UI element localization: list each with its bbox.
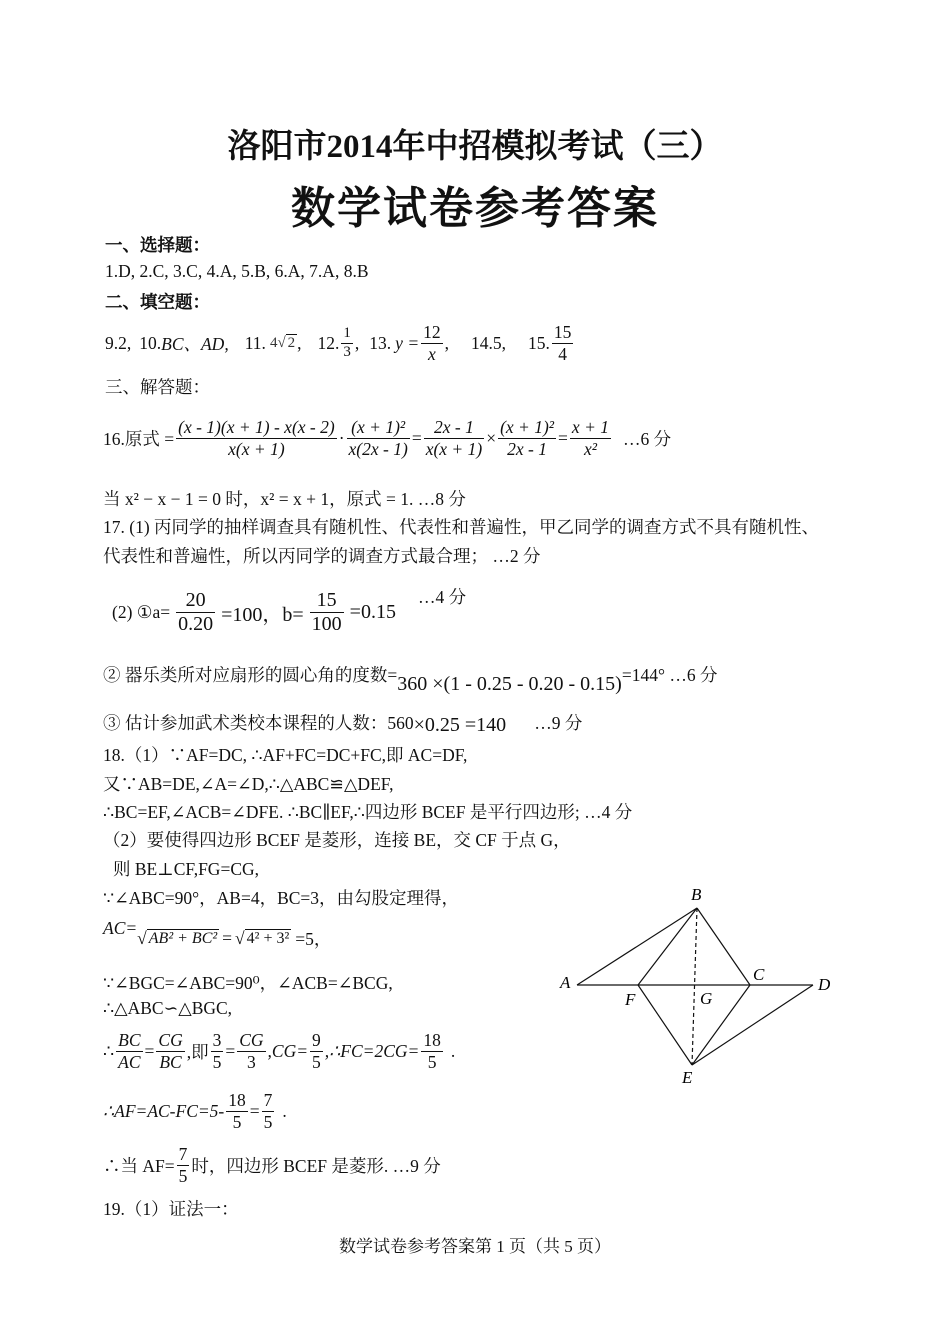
q17-line1: 17. (1) 丙同学的抽样调查具有随机性、代表性和普遍性，甲乙同学的调查方式不具有随机性、: [103, 517, 820, 537]
label-b: B: [691, 885, 702, 904]
q18-conclusion-frac: $\frac{7}{5}$: [178, 1144, 188, 1186]
segment-ab: [577, 908, 697, 985]
exam-title: 洛阳市2014年中招模拟考试（三）: [227, 129, 723, 165]
segment-bc: [697, 908, 750, 985]
q18-line5: 则 BE⊥CF,FG=CG,: [113, 859, 259, 879]
answer-11-radicand: 2: [287, 335, 296, 351]
answer-15-label: 15.: [528, 332, 550, 353]
q18-af-frac2: $\frac{7}{5}$: [263, 1090, 273, 1132]
q17-angle: ② 器乐类所对应扇形的圆心角的度数= 360 ×(1 - 0.25 - 0.20 - 0.15) =144° …6 分: [103, 657, 717, 691]
q17-a-result: =100，b=: [221, 603, 304, 626]
q18-ratio3: $\frac{3}{5}$: [212, 1030, 222, 1072]
label-c: C: [753, 965, 765, 984]
section-choice-heading: 一、选择题：: [105, 235, 210, 255]
answer-12-label: 12.: [317, 332, 340, 353]
q16-expression: 16.原式 = $\frac{(x - 1)(x + 1) - x(x - 2)}{x(x + 1)}$ · $\frac{\text{(x + 1)²}}{x(2x - 1)}$ = $\frac{2x - 1}{x(x + 1)}$ × $\frac{\text{(x + 1)²}}{2x - 1}$ = $\frac{x + 1}{\text{x²}}$ …6 分: [103, 417, 672, 459]
section-fill-heading: 二、填空题：: [105, 292, 210, 312]
fill-answers: 9.2, 10. BC、AD, 11. 4 √ 2 , 12. $\frac{1}{3}$ , 13. y = $\frac{12}{x}$ , 14.5, 15. $\frac{15}{4}$: [105, 322, 572, 364]
q17-a-label: (2) ①a=: [112, 601, 171, 622]
q18-line4: （2）要使得四边形 BCEF 是菱形，连接 BE，交 CF 于点 G，: [103, 830, 571, 850]
q18-ratio1: $\frac{BC}{AC}$: [118, 1030, 141, 1072]
answer-12-fraction: $\frac{1}{3}$: [343, 325, 351, 360]
label-f: F: [625, 990, 636, 1009]
choice-answers: 1.D, 2.C, 3.C, 4.A, 5.B, 6.A, 7.A, 8.B: [105, 261, 369, 281]
q19-line1: 19.（1）证法一：: [103, 1199, 239, 1219]
q18-cg-value: $\frac{9}{5}$: [312, 1030, 321, 1072]
answer-11-coef: 4: [269, 334, 278, 351]
answer-10: BC、AD,: [161, 333, 229, 354]
q16-frac3: $\frac{2x - 1}{x(x + 1)}$: [425, 417, 483, 459]
label-g: G: [700, 989, 713, 1008]
q17-part2: [112, 584, 466, 640]
segment-fe: [638, 985, 692, 1065]
label-a: A: [560, 973, 571, 992]
answer-key-title: 数学试卷参考答案: [291, 184, 659, 233]
q18-fc-value: $\frac{18}{5}$: [423, 1030, 441, 1072]
q17-line2: 代表性和普遍性，所以丙同学的调查方式最合理； …2 分: [103, 546, 541, 566]
q17-part2-score: …4 分: [417, 587, 467, 607]
rhombus-figure: [550, 878, 840, 1090]
answer-10-label: 10.: [139, 332, 162, 353]
segment-bf: [638, 908, 697, 985]
q18-af-line: ∴AF=AC-FC=5- $\frac{18}{5}$ = $\frac{7}{5}$ .: [103, 1090, 287, 1132]
label-e: E: [682, 1068, 693, 1087]
q18-radical1: AB² + BC²: [148, 929, 218, 947]
q16-frac5: $\frac{x + 1}{\text{x²}}$: [571, 417, 609, 459]
answer-13-fraction: $\frac{12}{x}$: [423, 322, 441, 364]
q18-ratio-line: ∴ $\frac{BC}{AC}$ = $\frac{CG}{BC}$ ,即 $\frac{3}{5}$ = $\frac{CG}{3}$ ,CG= $\frac{9}{5}$ ,∴FC=2CG= $\frac{18}{5}$ .: [103, 1030, 456, 1072]
q17-b-fraction: $\frac{15}{100}$: [311, 588, 342, 635]
answer-15-fraction: $\frac{15}{4}$: [553, 322, 572, 364]
q18-ratio4: $\frac{CG}{3}$: [239, 1030, 264, 1072]
q16-frac2: $\frac{\text{(x + 1)²}}{x(2x - 1)}$: [348, 417, 408, 459]
q18-line3: ∴BC=EF,∠ACB=∠DFE. ∴BC∥EF,∴四边形 BCEF 是平行四边形; …4 分: [103, 802, 633, 822]
q18-radical2: 4² + 3²: [246, 929, 290, 947]
q17-b-result: =0.15: [349, 600, 396, 623]
label-d: D: [818, 975, 831, 994]
page-footer: 数学试卷参考答案第 1 页（共 5 页）: [339, 1237, 611, 1256]
q17-angle-result: =144° …6 分: [621, 664, 718, 685]
q18-line6: ∵∠ABC=90°，AB=4，BC=3，由勾股定理得，: [103, 888, 460, 908]
q17-estimate: ③ 估计参加武术类校本课程的人数：560 ×0.25 =140 …9 分: [103, 710, 582, 735]
section-solve-heading: 三、解答题：: [105, 377, 210, 397]
segment-be-dashed: [692, 908, 697, 1065]
q18-line8: ∵∠BGC=∠ABC=90⁰，∠ACB=∠BCG,: [103, 973, 393, 993]
q18-ratio2: $\frac{CG}{BC}$: [158, 1030, 183, 1072]
q16-frac1: $\frac{(x - 1)(x + 1) - x(x - 2)}{x(x + 1)}$: [178, 417, 335, 459]
q17-estimate-score: …9 分: [534, 713, 583, 733]
answer-13-lhs: y =: [395, 332, 420, 353]
q17-a-fraction: $\frac{20}{0.20}$: [178, 588, 214, 635]
q17-angle-expression: 360 ×(1 - 0.25 - 0.20 - 0.15): [397, 672, 622, 695]
q16-label: 16.原式 =: [103, 428, 175, 449]
q16-frac4: $\frac{\text{(x + 1)²}}{2x - 1}$: [500, 417, 555, 459]
q18-line9: ∴△ABC∽△BGC,: [103, 998, 233, 1018]
q18-line2: 又∵AB=DE,∠A=∠D,∴△ABC≌△DEF,: [103, 774, 394, 794]
q17-estimate-expression: ×0.25 =140: [413, 714, 507, 736]
answer-9: 9.2,: [105, 332, 132, 353]
answer-13-label: 13.: [369, 332, 392, 353]
q18-pythagoras: AC= √ AB² + BC² = √ 4² + 3² =5，: [103, 918, 332, 949]
q18-conclusion: ∴当 AF= $\frac{7}{5}$ 时，四边形 BCEF 是菱形. …9 分: [103, 1144, 441, 1186]
answer-14: 14.5,: [471, 332, 506, 353]
q16-conclusion: 当 x² − x − 1 = 0 时，x² = x + 1，原式 = 1. …8 分: [103, 489, 466, 509]
q16-score: …6 分: [623, 428, 672, 449]
q18-line1: 18.（1）∵AF=DC, ∴AF+FC=DC+FC,即 AC=DF,: [103, 745, 468, 765]
answer-11-label: 11.: [244, 332, 266, 353]
q18-af-frac1: $\frac{18}{5}$: [228, 1090, 246, 1132]
